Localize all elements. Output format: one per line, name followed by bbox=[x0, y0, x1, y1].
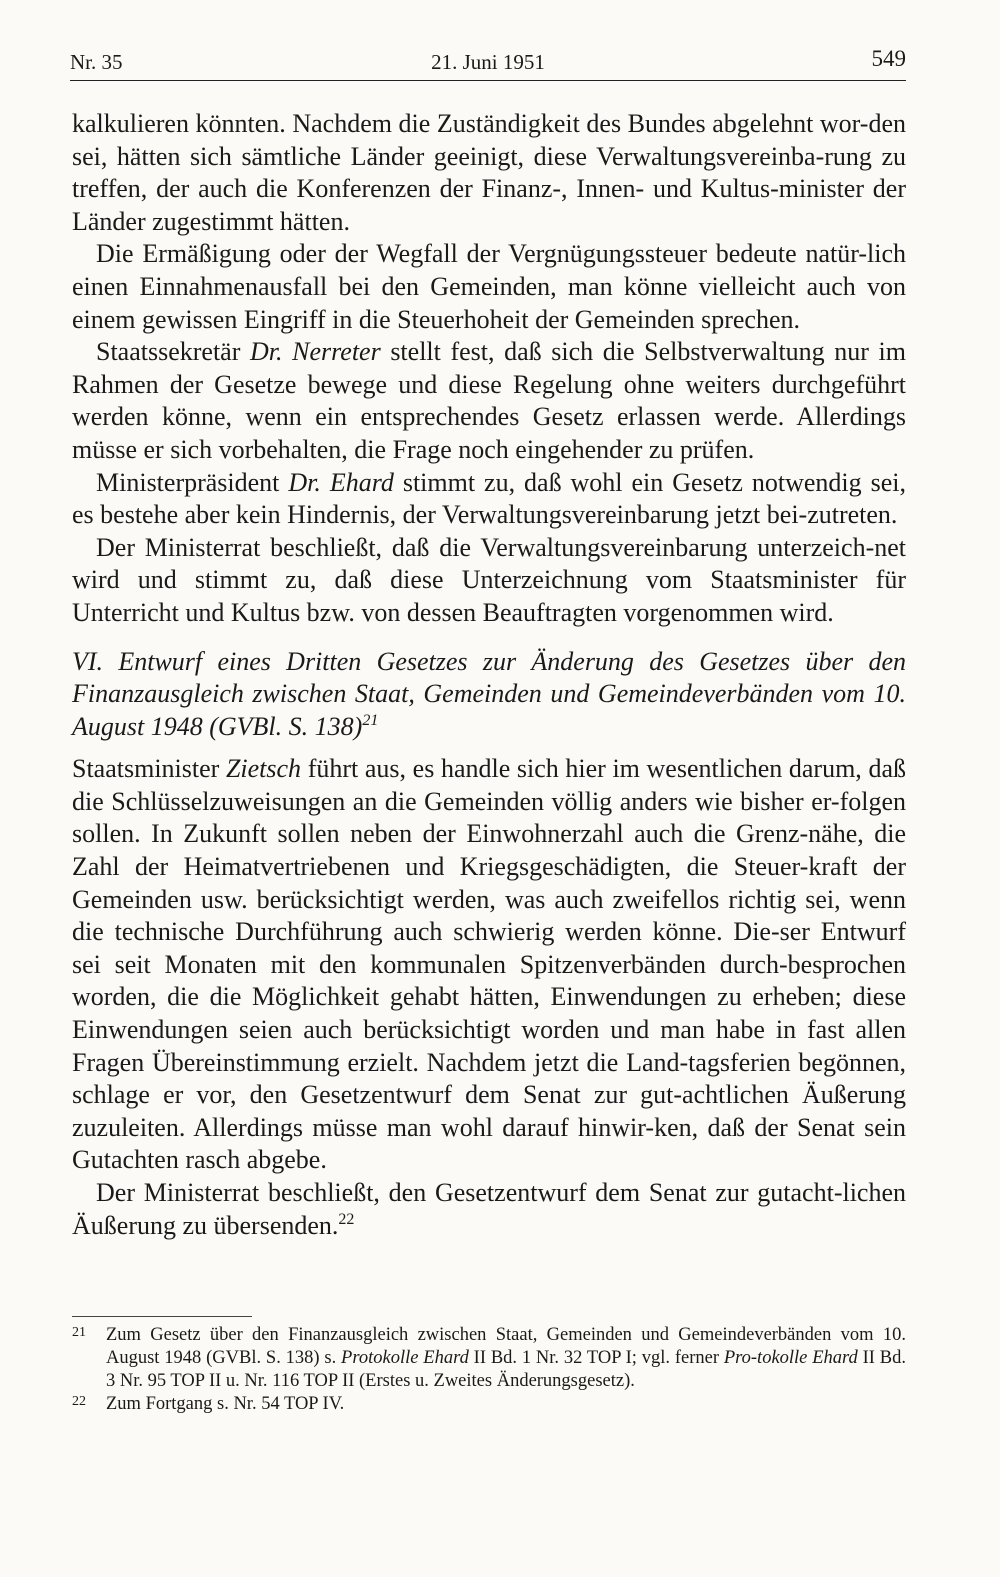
footnote-ref: 22 bbox=[338, 1210, 355, 1228]
footnote-text: II Bd. 1 Nr. 32 TOP I; vgl. ferner bbox=[468, 1348, 724, 1368]
paragraph-text: Staatsminister bbox=[72, 754, 226, 784]
footnote-text: II Bd. 3 Nr. 95 TOP II u. Nr. 116 TOP II (Erstes u. Zweites Änderungsgesetz). bbox=[106, 1348, 906, 1391]
footnote-citation: Protokolle Ehard bbox=[341, 1348, 469, 1368]
footnote-text: Zum Gesetz über den Finanzausgleich zwischen Staat, Gemeinden und Gemeindeverbänden vom 10. August 1948 (GVBl. S. 138) s. bbox=[106, 1325, 906, 1368]
paragraph bbox=[72, 1177, 906, 1242]
speaker-name: Zietsch bbox=[225, 754, 302, 784]
paragraph-text: Der Ministerrat beschließt, den Gesetzentwurf dem Senat zur gutacht-lichen Äußerung zu übersenden. bbox=[72, 1178, 906, 1240]
paragraph-text: stimmt zu, daß wohl ein Gesetz notwendig sei, es bestehe aber kein Hindernis, der Verwaltungsvereinbarung jetzt bei-zutreten. bbox=[72, 467, 906, 530]
paragraph-text: Ministerpräsident bbox=[96, 467, 289, 497]
section-heading bbox=[72, 646, 906, 744]
paragraph-text: Staatssekretär bbox=[96, 337, 250, 367]
paragraph: Der Ministerrat beschließt, daß die Verwaltungsvereinbarung unterzeich-net wird und stimmt zu, daß diese Unterzeichnung vom Staatsminister für Unterricht und Kultus bzw. von dessen Beauftragten vorgenommen wird. bbox=[72, 532, 906, 627]
footnote-divider bbox=[72, 1316, 252, 1317]
document-number: Nr. 35 bbox=[70, 50, 123, 74]
footnote-number: 22 bbox=[72, 1394, 86, 1409]
paragraph: kalkulieren könnten. Nachdem die Zuständigkeit des Bundes abgelehnt wor-den sei, hätten sich sämtliche Länder geeinigt, diese Verwaltungsvereinba-rung zu treffen, der auch die Konferenzen der Finanz-, Innen- und Kultus-minister der Länder zugestimmt hätten. bbox=[72, 109, 906, 236]
paragraph-text: führt aus, es handle sich hier im wesentlichen darum, daß die Schlüsselzuweisungen an die Gemeinden völlig anders wie bisher er-folgen sollen. In Zukunft sollen neben der Einwohnerzahl auch die Grenz-nähe, die Zahl der Heimatvertriebenen und Kriegsgeschädigten, die Steuer-kraft der Gemeinden usw. berücksichtigt werden, was auch zweifellos richtig sei, wenn die technische Durchführung auch schwierig werden könne. Die-ser Entwurf sei seit Monaten mit den kommunalen Spitzenverbänden durch-besprochen worden, die die Möglichkeit gehabt hätten, Einwendungen zu erheben; diese Einwendungen seien auch berücksichtigt worden und man habe in fast allen Fragen Übereinstimmung erzielt. Nachdem jetzt die Land-tagsferien begönnen, schlage er vor, den Gesetzentwurf dem Senat zur gut-achtlichen Äußerung zuzuleiten. Allerdings müsse man wohl darauf hinwir-ken, daß der Senat sein Gutachten rasch abgebe. bbox=[72, 754, 906, 1175]
paragraph bbox=[72, 336, 906, 466]
paragraph bbox=[72, 753, 906, 1177]
footnote-number: 21 bbox=[72, 1325, 86, 1340]
document-date: 21. Juni 1951 bbox=[431, 50, 545, 74]
paragraph bbox=[72, 467, 906, 532]
footnote bbox=[72, 1393, 906, 1416]
speaker-name: Dr. Ehard bbox=[288, 467, 394, 497]
main-text bbox=[72, 108, 906, 1242]
section-heading-text: VI. Entwurf eines Dritten Gesetzes zur Änderung des Gesetzes über den Finanzausgleich zwischen Staat, Gemeinden und Gemeindeverbänden vom 10. August 1948 (GVBl. S. 138) bbox=[72, 646, 906, 741]
footnote-citation: Pro-tokolle Ehard bbox=[723, 1348, 858, 1368]
footnote-ref: 21 bbox=[362, 711, 379, 729]
speaker-name: Dr. Nerreter bbox=[250, 337, 381, 367]
paragraph: Die Ermäßigung oder der Wegfall der Vergnügungssteuer bedeute natür-lich einen Einnahmenausfall bei den Gemeinden, man könne vielleicht auch von einem gewissen Eingriff in die Steuerhoheit der Gemeinden sprechen. bbox=[72, 239, 906, 334]
page-header bbox=[70, 44, 906, 81]
paragraph-text: stellt fest, daß sich die Selbstverwaltung nur im Rahmen der Gesetze bewege und diese Regelung ohne weiters durchgeführt werden könne, wenn ein entsprechendes Gesetz erlassen werde. Allerdings müsse er sich vorbehalten, die Frage noch eingehender zu prüfen. bbox=[72, 337, 906, 464]
footnote-text: Zum Fortgang s. Nr. 54 TOP IV. bbox=[106, 1394, 345, 1414]
footnotes bbox=[72, 1324, 906, 1416]
page-number: 549 bbox=[871, 46, 906, 71]
footnote bbox=[72, 1324, 906, 1393]
